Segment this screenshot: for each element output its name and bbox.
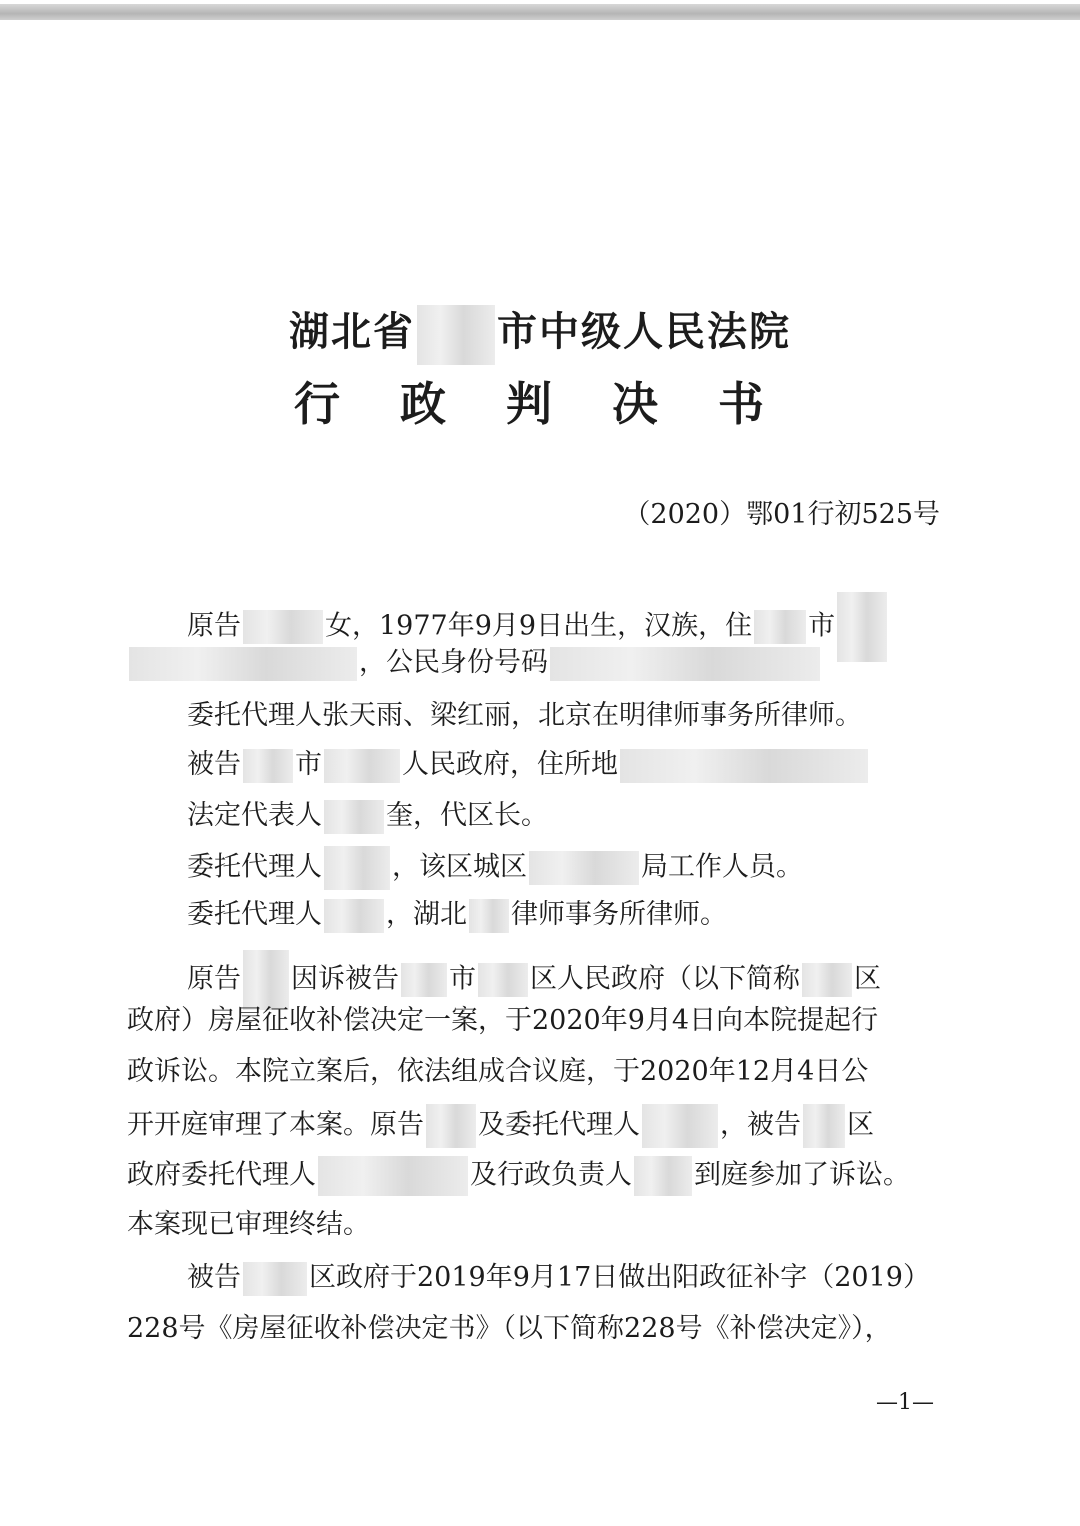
redaction-block [754, 610, 806, 644]
redaction-block [324, 800, 384, 834]
redaction-block [324, 846, 390, 890]
redaction-block [529, 851, 639, 885]
court-name [0, 300, 1080, 356]
text-segment: 律师事务所律师。 [511, 899, 727, 930]
redaction-block [324, 749, 400, 783]
redaction-block [243, 749, 293, 783]
redaction-block [550, 647, 820, 681]
text-segment: 被告 [187, 1262, 241, 1293]
redaction-block [426, 1104, 476, 1148]
text-line [187, 1259, 930, 1297]
text-line [187, 950, 881, 995]
redaction-block [620, 749, 868, 783]
redaction-block [642, 1104, 718, 1148]
redaction-block [243, 1262, 307, 1296]
text-line [187, 846, 803, 884]
redaction-block [243, 610, 323, 644]
text-segment: ，湖北 [386, 899, 467, 930]
text-segment: 因诉被告 [291, 963, 399, 995]
text-segment: 及委托代理人 [478, 1109, 640, 1141]
text-segment: 委托代理人 [187, 851, 322, 883]
redaction-block [478, 963, 528, 997]
text-line [187, 896, 727, 934]
text-line: 本案现已审理终结。 [127, 1209, 370, 1240]
redaction-block [803, 1104, 845, 1148]
text-segment: 委托代理人 [187, 899, 322, 930]
text-segment: 法定代表人 [187, 800, 322, 831]
text-line [187, 746, 870, 784]
text-segment: 区政府于2019年9月17日做出阳政征补字（2019） [309, 1262, 930, 1293]
redaction-block [318, 1156, 468, 1196]
text-segment: 区人民政府（以下简称 [530, 963, 800, 995]
text-segment: 及行政负责人 [470, 1159, 632, 1191]
text-line: 政府）房屋征收补偿决定一案，于2020年9月4日向本院提起行 [127, 1005, 879, 1036]
text-segment: ，该区城区 [392, 851, 527, 883]
text-segment: 女，1977年9月9日出生，汉族，住 [325, 610, 753, 642]
text-line [127, 1156, 910, 1194]
text-segment: 原告 [187, 610, 241, 642]
text-segment: 奎，代区长。 [386, 800, 548, 831]
redaction-block [129, 647, 357, 681]
court-suffix: 市中级人民法院 [497, 308, 791, 355]
text-segment: 市 [449, 963, 476, 995]
case-number: （2020）鄂01行初525号 [623, 499, 940, 530]
text-line: 政诉讼。本院立案后，依法组成合议庭，于2020年12月4日公 [127, 1056, 869, 1087]
page-number: —1— [876, 1390, 934, 1415]
text-line [127, 1104, 874, 1142]
text-line [127, 644, 822, 682]
text-segment: 市 [808, 610, 836, 642]
redaction-block [802, 963, 852, 997]
redaction-block [634, 1156, 692, 1196]
redaction-block [469, 899, 509, 933]
text-segment: ，公民身份号码 [359, 647, 548, 678]
text-segment: 人民政府，住所地 [402, 749, 618, 780]
text-segment: ，被告 [720, 1109, 801, 1141]
text-segment: 区 [854, 963, 881, 995]
redaction-block [837, 592, 887, 662]
text-line [187, 797, 548, 835]
text-segment: 原告 [187, 963, 241, 995]
text-segment: 局工作人员。 [641, 851, 803, 883]
text-segment: 区 [847, 1109, 874, 1141]
scan-edge [0, 4, 1080, 20]
redacted-city [417, 305, 495, 365]
text-line: 228号《房屋征收补偿决定书》（以下简称228号《补偿决定》）， [127, 1313, 892, 1344]
text-segment: 开开庭审理了本案。原告 [127, 1109, 424, 1141]
text-line [187, 592, 889, 642]
text-segment: 被告 [187, 749, 241, 780]
text-segment: 市 [295, 749, 322, 780]
text-segment: 到庭参加了诉讼。 [694, 1159, 910, 1191]
redaction-block [243, 950, 289, 1010]
redaction-block [401, 963, 447, 997]
text-segment: 政府委托代理人 [127, 1159, 316, 1191]
redaction-block [324, 899, 384, 933]
document-title: 行 政 判 决 书 [293, 377, 787, 431]
court-prefix: 湖北省 [289, 308, 415, 355]
text-line: 委托代理人张天雨、梁红丽，北京在明律师事务所律师。 [187, 700, 862, 731]
